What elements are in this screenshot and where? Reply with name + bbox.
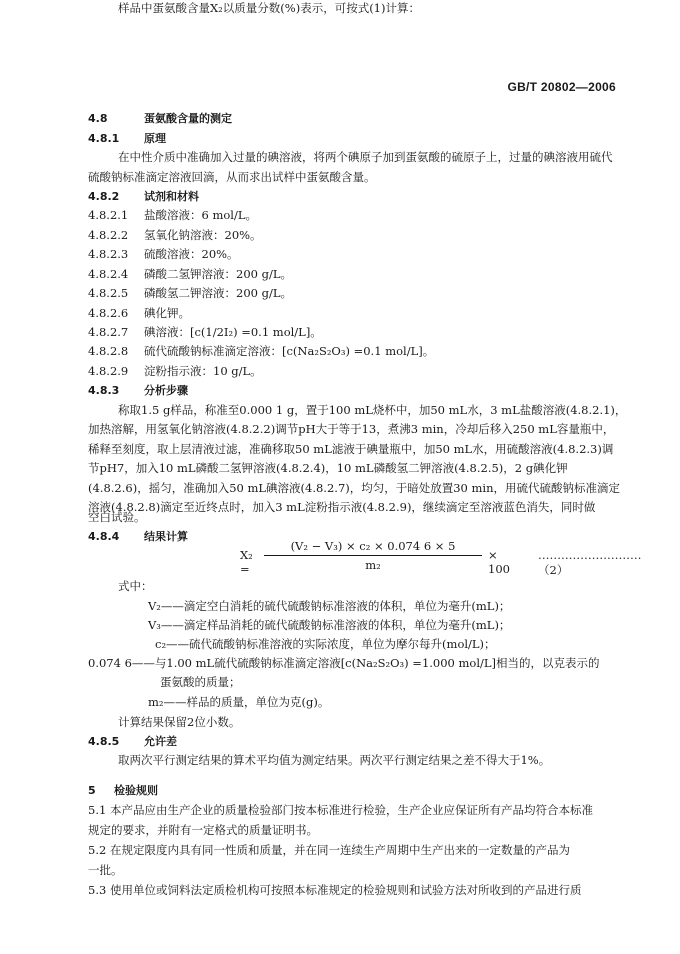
section-heading: [88, 733, 177, 750]
list-item: [88, 363, 262, 379]
formula-explanation-line: 蛋氨酸的质量；: [160, 675, 241, 689]
formula-denominator: m₂: [365, 558, 381, 572]
standard-code: GB/T 20802—2006: [507, 80, 616, 94]
line-text: 在中性介质中准确加入过量的碘溶液，将两个碘原子加到蛋氨酸的硫原子上，过量的碘溶液用硫代: [118, 150, 613, 164]
line-text: 蛋氨酸含量的测定: [144, 112, 232, 125]
line-text: 允许差: [144, 735, 177, 748]
section-number: 4.8.2.1: [88, 208, 129, 222]
section-heading: [88, 188, 199, 205]
paragraph-line: [88, 882, 581, 898]
line-text: 稀释至刻度，取上层清液过滤，准确移取50 mL滤液于碘量瓶中，加50 mL水，用硫酸溶液(4.8.2.3)调: [88, 442, 614, 456]
section-heading: [88, 382, 188, 399]
section-number: 4.8.2.5: [88, 286, 129, 300]
line-text: 磷酸氢二钾溶液：200 g/L。: [144, 286, 292, 300]
paragraph-line: [88, 802, 593, 818]
line-text: 盐酸溶液：6 mol/L。: [144, 208, 257, 222]
line-text: 空白试验。: [88, 510, 146, 524]
paragraph-line: [88, 441, 613, 457]
line-text: 氢氧化钠溶液：20%。: [144, 228, 262, 242]
formula-lhs: X₂ =: [240, 548, 253, 576]
formula-explanation-line: V₃——滴定样品消耗的硫代硫酸钠标准溶液的体积，单位为毫升(mL)；: [148, 618, 511, 632]
list-item: [88, 343, 434, 359]
formula-numerator: (V₂ − V₃) × c₂ × 0.074 6 × 5: [264, 539, 482, 556]
line-text: 分析步骤: [144, 384, 188, 397]
section-number: 4.8.2.8: [88, 344, 129, 358]
line-text: 节pH7，加入10 mL磷酸二氢钾溶液(4.8.2.4)，10 mL磷酸氢二钾溶液(4.8.2.5)，2 g碘化钾: [88, 461, 568, 475]
paragraph-line: [118, 149, 613, 165]
line-text: 5.2 在规定限度内具有同一性质和质量，并在同一连续生产周期中生产出来的一定数量的产品为: [88, 843, 570, 857]
paragraph-line: [118, 0, 420, 16]
section-number: 4.8.2.2: [88, 228, 129, 242]
section-heading: [88, 110, 232, 127]
section-number: 4.8.3: [88, 384, 120, 397]
section-number: 5: [88, 784, 96, 797]
paragraph-line: [88, 499, 595, 515]
formula-explanation-line: V₂——滴定空白消耗的硫代硫酸钠标准溶液的体积，单位为毫升(mL)；: [148, 599, 511, 613]
formula-explanation-line: m₂——样品的质量，单位为克(g)。: [148, 695, 330, 709]
section-number: 4.8.2.4: [88, 267, 129, 281]
section-number: 4.8.1: [88, 132, 120, 145]
line-text: 淀粉指示液：10 g/L。: [144, 364, 262, 378]
list-item: [88, 285, 292, 301]
formula-multiplier: × 100: [488, 548, 510, 576]
section-number: 4.8.2.7: [88, 325, 129, 339]
line-text: 结果计算: [144, 530, 188, 543]
paragraph-line: [88, 842, 570, 858]
list-item: [88, 266, 292, 282]
paragraph-line: [88, 460, 568, 476]
section-number: 4.8: [88, 112, 108, 125]
line-text: 5.1 本产品应由生产企业的质量检验部门按本标准进行检验，生产企业应保证所有产品均符合本标准: [88, 803, 593, 817]
line-text: 取两次平行测定结果的算术平均值为测定结果。两次平行测定结果之差不得大于1%。: [118, 753, 551, 767]
line-text: 试剂和材料: [144, 190, 199, 203]
section-number: 4.8.2.9: [88, 364, 129, 378]
section-heading: [88, 782, 158, 799]
list-item: [88, 246, 239, 262]
section-number: 4.8.5: [88, 735, 120, 748]
section-number: 4.8.2.3: [88, 247, 129, 261]
paragraph-line: [118, 752, 550, 768]
line-text: 碘溶液：[c(1/2I₂) =0.1 mol/L]。: [144, 325, 322, 339]
formula-explanation-line: 式中：: [118, 579, 153, 593]
line-text: 一批。: [88, 863, 123, 877]
section-heading: [88, 130, 166, 147]
line-text: 加热溶解，用氢氧化钠溶液(4.8.2.2)调节pH大于等于13，煮沸3 min，冷却后移入250 mL容量瓶中，: [88, 422, 615, 436]
line-text: 硫酸溶液：20%。: [144, 247, 239, 261]
line-text: 溶液(4.8.2.8)滴定至近终点时，加入3 mL淀粉指示液(4.8.2.9)，继续滴定至溶液蓝色消失，同时做: [88, 500, 596, 514]
section-number: 4.8.2: [88, 190, 120, 203]
line-text: 规定的要求，并附有一定格式的质量证明书。: [88, 823, 318, 837]
paragraph-line: [88, 480, 620, 496]
line-text: 5.3 使用单位或饲料法定质检机构可按照本标准规定的检验规则和试验方法对所收到的产品进行质: [88, 883, 582, 897]
section-number: 4.8.2.6: [88, 306, 129, 320]
formula-explanation-line: 计算结果保留2位小数。: [118, 715, 241, 729]
line-text: 原理: [144, 132, 166, 145]
list-item: [88, 207, 257, 223]
line-text: 磷酸二氢钾溶液：200 g/L。: [144, 267, 292, 281]
paragraph-line: [88, 169, 376, 185]
paragraph-line: [88, 862, 123, 878]
line-text: (4.8.2.6)，摇匀，准确加入50 mL碘溶液(4.8.2.7)，均匀，于暗处放置30 min，用硫代硫酸钠标准滴定: [88, 481, 621, 495]
paragraph-line: [88, 509, 146, 525]
paragraph-line: [118, 402, 626, 418]
list-item: [88, 227, 262, 243]
formula-explanation-line: 0.074 6——与1.00 mL硫代硫酸钠标准滴定溶液[c(Na₂S₂O₃) =1.000 mol/L]相当的，以克表示的: [88, 656, 600, 670]
paragraph-line: [88, 421, 614, 437]
line-text: 碘化钾。: [144, 306, 190, 320]
line-text: 检验规则: [114, 784, 158, 797]
line-text: 称取1.5 g样品，称准至0.000 1 g，置于100 mL烧杯中，加50 mL水，3 mL盐酸溶液(4.8.2.1)，: [118, 403, 627, 417]
line-text: 硫代硫酸钠标准滴定溶液：[c(Na₂S₂O₃) =0.1 mol/L]。: [144, 344, 435, 358]
line-text: 样品中蛋氨酸含量X₂以质量分数(%)表示，可按式(1)计算：: [118, 1, 420, 15]
list-item: [88, 305, 190, 321]
list-item: [88, 324, 322, 340]
paragraph-line: [88, 822, 318, 838]
formula-explanation-line: c₂——硫代硫酸钠标准溶液的实际浓度，单位为摩尔每升(mol/L)；: [155, 637, 496, 651]
section-heading: [88, 528, 188, 545]
formula-fraction: [264, 539, 482, 572]
formula-number: ………………………（2）: [538, 548, 642, 577]
section-number: 4.8.4: [88, 530, 120, 543]
line-text: 硫酸钠标准滴定溶液回滴，从而求出试样中蛋氨酸含量。: [88, 170, 376, 184]
